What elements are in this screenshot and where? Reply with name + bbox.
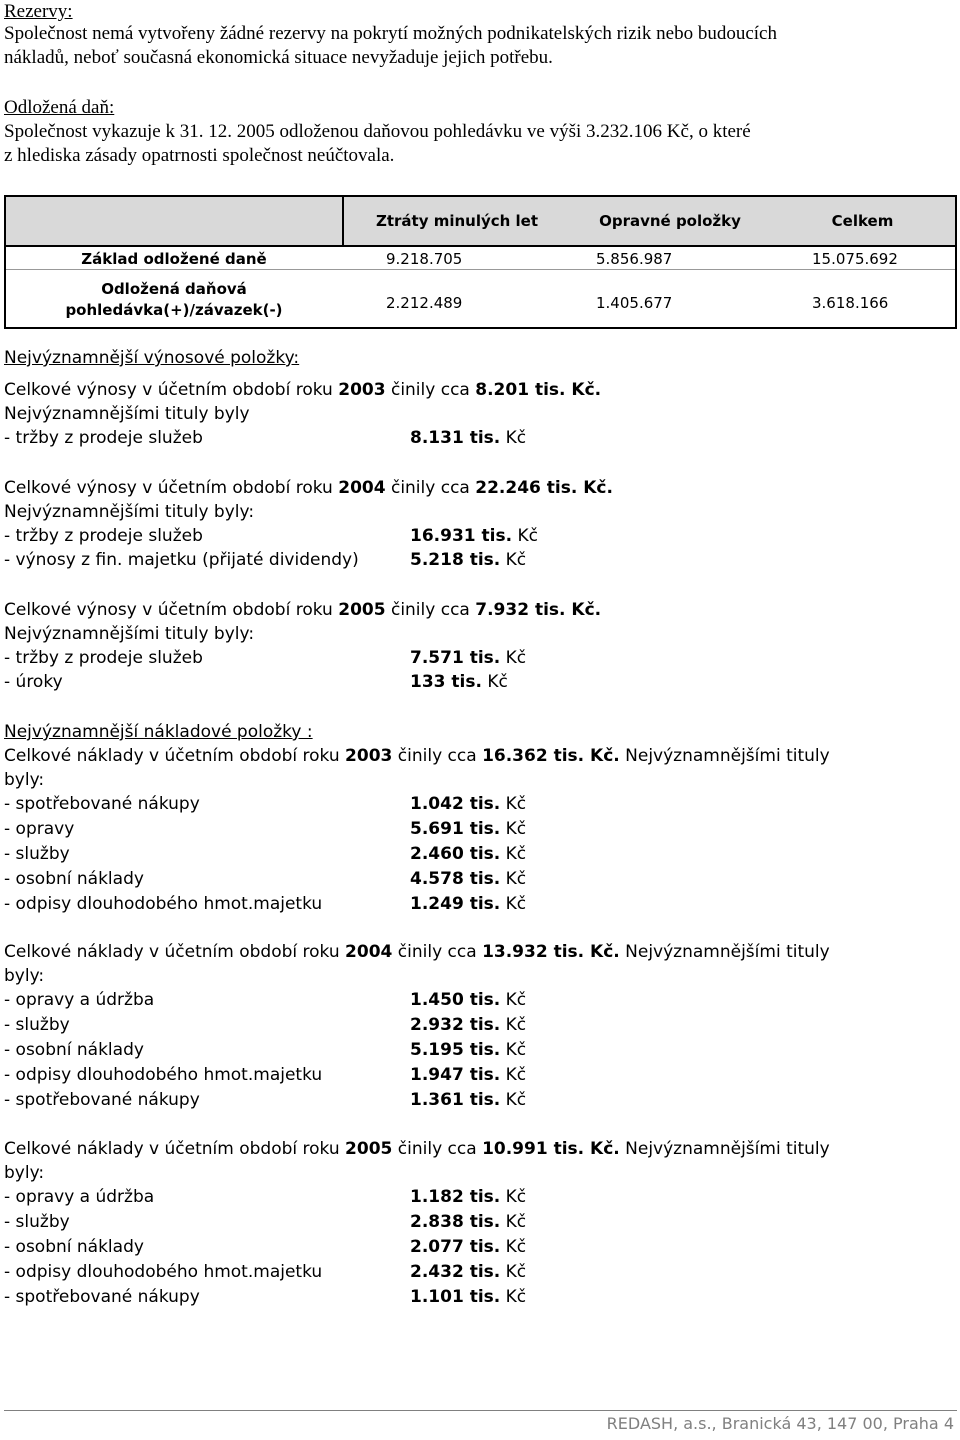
list-item-value: 2.077 tis. Kč	[410, 1237, 527, 1257]
list-item-value: 1.101 tis. Kč	[410, 1287, 527, 1307]
table-cell: 1.405.677	[596, 294, 673, 312]
costs-2005-summary: Celkové náklady v účetním období roku 2005 činily cca 10.991 tis. Kč. Nejvýznamnějšími tituly	[4, 1139, 830, 1159]
list-item: - osobní náklady	[4, 1237, 144, 1257]
list-item: - spotřebované nákupy	[4, 794, 200, 814]
footer-divider	[4, 1410, 957, 1411]
table-header-losses: Ztráty minulých let	[375, 212, 539, 230]
list-item-value: 5.691 tis. Kč	[410, 819, 527, 839]
list-item: - tržby z prodeje služeb	[4, 526, 203, 546]
list-item: - odpisy dlouhodobého hmot.majetku	[4, 1262, 323, 1282]
costs-2005-sub: byly:	[4, 1163, 45, 1183]
reserves-text-line1: Společnost nemá vytvořeny žádné rezervy na pokrytí možných podnikatelských rizik nebo budoucích	[4, 23, 777, 44]
table-header-row	[6, 197, 955, 247]
list-item-value: 2.838 tis. Kč	[410, 1212, 527, 1232]
list-item-value: 16.931 tis. Kč	[410, 526, 538, 546]
list-item: - služby	[4, 1015, 70, 1035]
list-item: - tržby z prodeje služeb	[4, 648, 203, 668]
list-item: - výnosy z fin. majetku (přijaté dividendy)	[4, 550, 359, 570]
table-row-label	[6, 279, 342, 321]
revenues-2005-summary: Celkové výnosy v účetním období roku 2005 činily cca 7.932 tis. Kč.	[4, 600, 602, 620]
revenues-2004-sub: Nejvýznamnějšími tituly byly:	[4, 502, 255, 522]
list-item-value: 5.195 tis. Kč	[410, 1040, 527, 1060]
table-header-adjustments: Opravné položky	[599, 212, 741, 230]
revenues-2004-summary: Celkové výnosy v účetním období roku 2004 činily cca 22.246 tis. Kč.	[4, 478, 613, 498]
list-item-value: 1.249 tis. Kč	[410, 894, 527, 914]
list-item-value: 2.432 tis. Kč	[410, 1262, 527, 1282]
table-cell: 15.075.692	[812, 250, 898, 268]
list-item-value: 133 tis. Kč	[410, 672, 508, 692]
list-item: - služby	[4, 1212, 70, 1232]
list-item: - úroky	[4, 672, 63, 692]
list-item: - opravy a údržba	[4, 1187, 155, 1207]
list-item-value: 4.578 tis. Kč	[410, 869, 527, 889]
list-item-value: 7.571 tis. Kč	[410, 648, 527, 668]
list-item: - odpisy dlouhodobého hmot.majetku	[4, 1065, 323, 1085]
list-item-value: 8.131 tis. Kč	[410, 428, 527, 448]
table-row-label-line2: pohledávka(+)/závazek(-)	[65, 301, 283, 319]
list-item-value: 1.947 tis. Kč	[410, 1065, 527, 1085]
list-item-value: 5.218 tis. Kč	[410, 550, 527, 570]
list-item: - spotřebované nákupy	[4, 1287, 200, 1307]
costs-2004-sub: byly:	[4, 966, 45, 986]
list-item: - služby	[4, 844, 70, 864]
costs-2003-sub: byly:	[4, 770, 45, 790]
list-item-value: 1.361 tis. Kč	[410, 1090, 527, 1110]
page-footer: REDASH, a.s., Branická 43, 147 00, Praha 4	[606, 1414, 954, 1433]
revenues-heading: Nejvýznamnější výnosové položky:	[4, 348, 300, 368]
list-item: - odpisy dlouhodobého hmot.majetku	[4, 894, 323, 914]
reserves-text-line2: nákladů, neboť současná ekonomická situace nevyžaduje jejich potřebu.	[4, 47, 553, 68]
list-item: - osobní náklady	[4, 869, 144, 889]
deferred-tax-heading: Odložená daň:	[4, 97, 115, 118]
list-item: - tržby z prodeje služeb	[4, 428, 203, 448]
list-item-value: 2.460 tis. Kč	[410, 844, 527, 864]
revenues-2005-sub: Nejvýznamnějšími tituly byly:	[4, 624, 255, 644]
deferred-tax-table	[4, 195, 957, 329]
table-row-label-line1: Odložená daňová	[101, 280, 247, 298]
reserves-heading: Rezervy:	[4, 1, 73, 22]
costs-heading: Nejvýznamnější nákladové položky :	[4, 722, 313, 742]
list-item-value: 2.932 tis. Kč	[410, 1015, 527, 1035]
revenues-2003-summary: Celkové výnosy v účetním období roku 2003 činily cca 8.201 tis. Kč.	[4, 380, 602, 400]
list-item: - opravy a údržba	[4, 990, 155, 1010]
table-header-total: Celkem	[831, 212, 894, 230]
list-item-value: 1.042 tis. Kč	[410, 794, 527, 814]
table-cell: 5.856.987	[596, 250, 673, 268]
costs-2004-summary: Celkové náklady v účetním období roku 2004 činily cca 13.932 tis. Kč. Nejvýznamnějšími tituly	[4, 942, 830, 962]
table-cell: 9.218.705	[386, 250, 463, 268]
table-cell: 3.618.166	[812, 294, 889, 312]
deferred-tax-text-line1: Společnost vykazuje k 31. 12. 2005 odloženou daňovou pohledávku ve výši 3.232.106 Kč, o které	[4, 121, 751, 142]
list-item: - osobní náklady	[4, 1040, 144, 1060]
table-row-label: Základ odložené daně	[81, 250, 267, 268]
list-item-value: 1.182 tis. Kč	[410, 1187, 527, 1207]
deferred-tax-text-line2: z hlediska zásady opatrnosti společnost neúčtovala.	[4, 145, 395, 166]
list-item: - spotřebované nákupy	[4, 1090, 200, 1110]
costs-2003-summary: Celkové náklady v účetním období roku 2003 činily cca 16.362 tis. Kč. Nejvýznamnějšími tituly	[4, 746, 830, 766]
list-item-value: 1.450 tis. Kč	[410, 990, 527, 1010]
list-item: - opravy	[4, 819, 75, 839]
table-cell: 2.212.489	[386, 294, 463, 312]
revenues-2003-sub: Nejvýznamnějšími tituly byly	[4, 404, 250, 424]
